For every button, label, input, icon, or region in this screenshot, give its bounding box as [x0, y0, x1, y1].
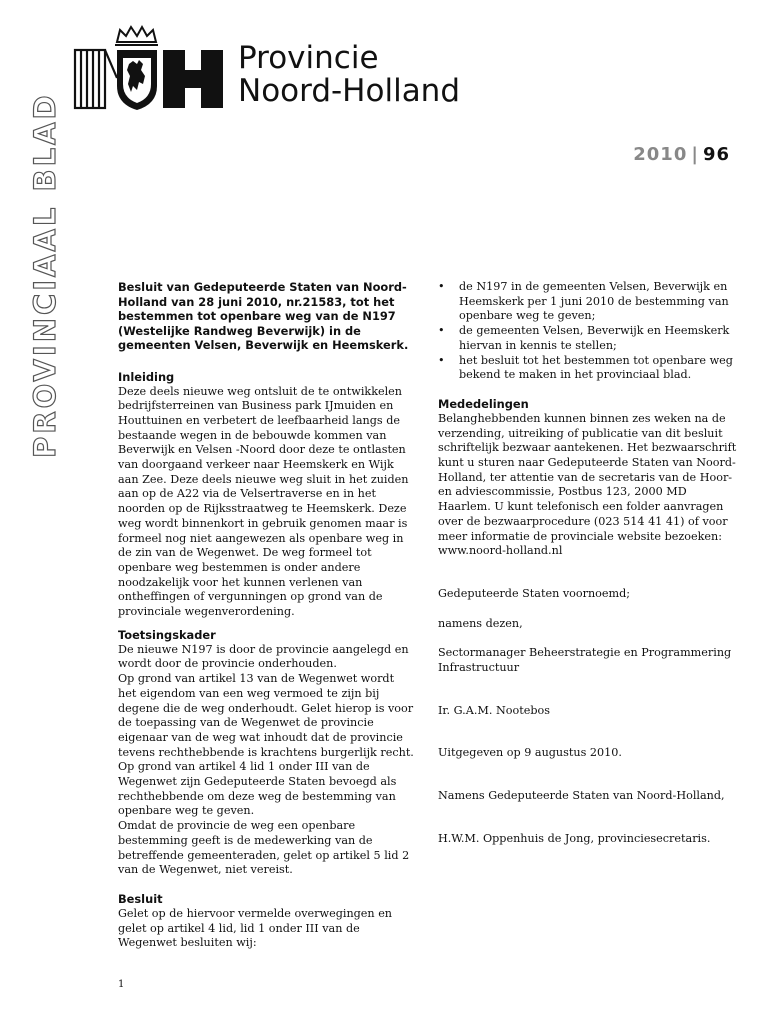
toetsingskader-paragraph-3: Omdat de provincie de weg een openbare bestemming geeft is de medewerking van de betreffende gemeenteraden, gelet op artikel 5 lid 2 van de Wegenwet, niet vereist.: [118, 819, 410, 877]
signature-line: Sectormanager Beheerstrategie en Programmering Infrastructuur: [438, 646, 732, 675]
list-item: • de gemeenten Velsen, Beverwijk en Heemskerk hiervan in kennis te stellen;: [438, 324, 738, 353]
decision-title: Besluit van Gedeputeerde Staten van Noord-Holland van 28 juni 2010, nr.21583, tot het bestemmen tot openbare weg van de N197 (Westelijke Randweg Beverwijk) in de gemeenten Velsen, Beverwijk en Heemskerk.: [118, 280, 409, 352]
right-column: [438, 280, 738, 847]
toetsingskader-paragraph-2: Op grond van artikel 13 van de Wegenwet wordt het eigendom van een weg vermoed te zijn bij degene die de weg onderhoudt. Gelet hierop is voor de toepassing van de Wegenwet de provincie eigenaar van de weg wat inhoudt dat de provincie tevens rechthebbende is krachtens burgerlijk recht. Op grond van artikel 4 lid 1 onder III van de Wegenwet zijn Gedeputeerde Staten bevoegd als rechthebbende om deze weg de bestemming van openbare weg te geven.: [118, 672, 414, 818]
signature-line: namens dezen,: [438, 616, 523, 630]
brand-line-2: Noord-Holland: [238, 73, 461, 109]
section-heading-mededelingen: Mededelingen: [438, 396, 529, 411]
toetsingskader-paragraph-1: De nieuwe N197 is door de provincie aangelegd en wordt door de provincie onderhouden.: [118, 642, 409, 671]
left-column: [118, 280, 414, 959]
mededelingen-paragraph: Belanghebbenden kunnen binnen zes weken na de verzending, uitreiking of publicatie van dit besluit schriftelijk bezwaar aantekenen. Het bezwaarschrift kunt u sturen naar Gedeputeerde Staten van Noord-Holland, ter attentie van de secretaris van de Hoor- en adviescommissie, Postbus 123, 2000 MD Haarlem. U kunt telefonisch een folder aanvragen over de bezwaarprocedure (023 514 41 41) of voor meer informatie de provinciale website bezoeken: www.noord-holland.nl: [438, 411, 737, 558]
signature-line: Gedeputeerde Staten voornoemd;: [438, 586, 631, 600]
brand-line-1: Provincie: [238, 40, 379, 76]
list-item: • de N197 in de gemeenten Velsen, Beverwijk en Heemskerk per 1 juni 2010 de bestemming van openbare weg te geven;: [438, 280, 738, 324]
signature-line: H.W.M. Oppenhuis de Jong, provinciesecretaris.: [438, 831, 711, 845]
signature-line: Namens Gedeputeerde Staten van Noord-Holland,: [438, 789, 725, 803]
signature-line: Ir. G.A.M. Nootebos: [438, 703, 550, 717]
section-heading-besluit: Besluit: [118, 892, 163, 906]
signature-line: Uitgegeven op 9 augustus 2010.: [438, 746, 622, 760]
issue-number: [633, 144, 730, 165]
section-heading-toetsingskader: Toetsingskader: [118, 627, 216, 642]
crown-icon: [115, 27, 158, 45]
section-heading-inleiding: Inleiding: [118, 369, 175, 384]
issue-year: 2010: [633, 144, 688, 165]
province-logo: [73, 24, 225, 112]
issue-separator: |: [691, 144, 699, 165]
issue-count: 96: [702, 144, 730, 165]
besluit-paragraph: Gelet op de hiervoor vermelde overwegingen en gelet op artikel 4 lid, lid 1 onder III van de Wegenwet besluiten wij:: [118, 907, 393, 950]
shield-lion-icon: [117, 50, 157, 110]
brand-name: [238, 42, 460, 108]
decision-list: [438, 280, 738, 383]
page-number: 1: [118, 979, 125, 990]
vertical-publication-label: PROVINCIAAL BLAD: [28, 92, 62, 458]
list-item: • het besluit tot het bestemmen tot openbare weg bekend te maken in het provinciaal blad.: [438, 354, 738, 383]
inleiding-paragraph: Deze deels nieuwe weg ontsluit de te ontwikkelen bedrijfsterreinen van Business park IJmuiden en Houttuinen en verbetert de leefbaarheid langs de bestaande wegen in de bebouwde kommen van Beverwijk en Velsen -Noord door deze te ontlasten van doorgaand verkeer naar Heemskerk en Wijk aan Zee. Deze deels nieuwe weg sluit in het zuiden aan op de A22 via de Velsertraverse en in het noorden op de Rijksstraatweg te Heemskerk. Deze weg wordt binnenkort in gebruik genomen maar is formeel nog niet aangewezen als openbare weg in de zin van de Wegenwet. De weg formeel tot openbare weg bestemmen is onder andere noodzakelijk voor het kunnen verlenen van ontheffingen of vergunningen op grond van de provinciale wegenverordening.: [118, 384, 409, 619]
